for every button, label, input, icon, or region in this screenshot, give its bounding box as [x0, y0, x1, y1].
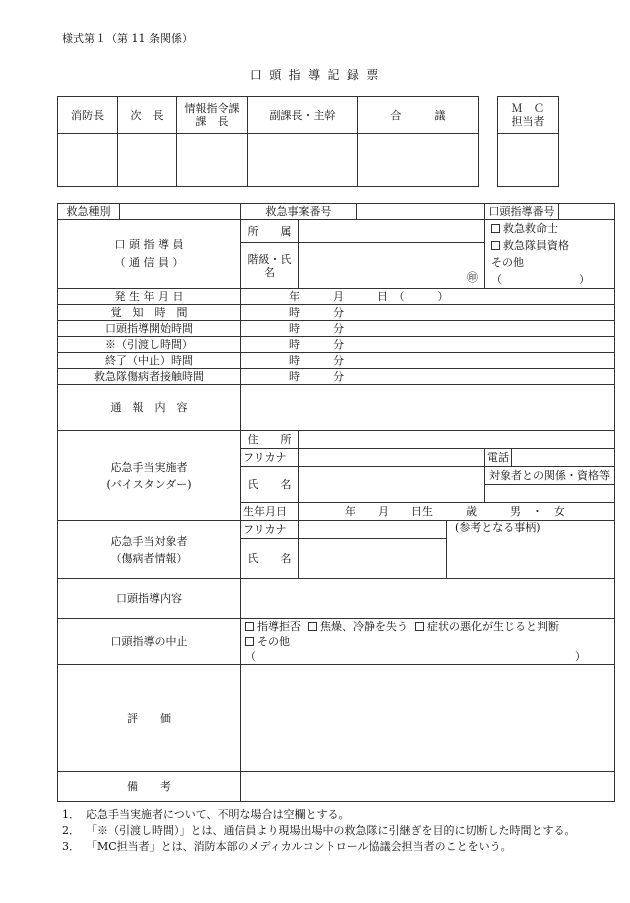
note-item: 2． 「※（引渡し時間）」とは、通信員より現場出場中の救急隊に引継ぎを目的に切断した時間とする。 — [62, 824, 576, 837]
patient-label: 応急手当対象者 （傷病者情報） — [58, 521, 241, 579]
approval-header-section-chief: 情報指令課 課 長 — [177, 97, 248, 134]
case-number-label: 救急事案番号 — [241, 204, 357, 220]
approval-header-deputy-manager: 副課長・主幹 — [248, 97, 358, 134]
form-number: 様式第１（第 11 条関係） — [62, 32, 193, 45]
occurrence-date-label: 発 生 年 月 日 — [58, 289, 241, 305]
end-time-field[interactable]: 時 分 — [241, 353, 615, 369]
guidance-number-field[interactable] — [559, 204, 615, 220]
affiliation-field[interactable] — [299, 220, 485, 243]
stamp-box[interactable] — [498, 134, 559, 187]
contact-time-label: 救急隊傷病者接触時間 — [58, 369, 241, 385]
approval-header-deputy: 次 長 — [118, 97, 177, 134]
stop-option-refusal[interactable]: 指導拒否 — [245, 620, 301, 633]
bystander-furigana-label: フリカナ — [241, 449, 299, 467]
checkbox-icon[interactable] — [245, 622, 254, 631]
checkbox-icon[interactable] — [245, 637, 254, 646]
phone-label: 電話 — [485, 449, 512, 467]
stop-option-other[interactable]: その他（ ） — [245, 635, 586, 663]
approval-table — [57, 96, 479, 187]
checkbox-icon[interactable] — [308, 622, 317, 631]
qualification-option[interactable]: 救急隊員資格 — [491, 237, 612, 254]
qualification-cell — [485, 220, 615, 289]
guidance-content-label: 口頭指導内容 — [58, 579, 241, 619]
patient-furigana-label: フリカナ — [241, 521, 299, 539]
bystander-label: 応急手当実施者 (バイスタンダー) — [58, 431, 241, 521]
stop-option-panic[interactable]: 焦燥、冷静を失う — [308, 620, 408, 633]
approval-header-consultation: 合 議 — [358, 97, 479, 134]
handover-time-label: ※（引渡し時間） — [58, 337, 241, 353]
checkbox-icon[interactable] — [491, 224, 500, 233]
bystander-name-field[interactable] — [299, 467, 485, 503]
mc-table — [497, 96, 559, 187]
guidance-stop-label: 口頭指導の中止 — [58, 619, 241, 665]
evaluation-field[interactable] — [241, 665, 615, 772]
awareness-time-field[interactable]: 時 分 — [241, 305, 615, 321]
guidance-number-label: 口頭指導番号 — [485, 204, 559, 220]
stamp-box[interactable] — [58, 134, 118, 187]
patient-name-label: 氏 名 — [241, 539, 299, 579]
note-item: 1． 応急手当実施者について、不明な場合は空欄とする。 — [62, 808, 350, 821]
relation-label: 対象者との関係・資格等 — [485, 467, 615, 485]
record-table — [57, 203, 615, 802]
bystander-address-label: 住 所 — [241, 431, 299, 449]
checkbox-icon[interactable] — [415, 622, 424, 631]
reference-label: (参考となる事柄) — [455, 521, 541, 534]
patient-furigana-field[interactable] — [299, 521, 447, 539]
evaluation-label: 評 価 — [58, 665, 241, 772]
contact-time-field[interactable]: 時 分 — [241, 369, 615, 385]
report-content-label: 通 報 内 容 — [58, 385, 241, 431]
guidance-start-label: 口頭指導開始時間 — [58, 321, 241, 337]
remarks-label: 備 考 — [58, 772, 241, 802]
case-number-field[interactable] — [357, 204, 485, 220]
bystander-address-field[interactable] — [299, 431, 615, 449]
form-title: 口 頭 指 導 記 録 票 — [249, 68, 381, 82]
birth-date-field[interactable]: 年 月 日生 歳 男 ・ 女 — [299, 503, 615, 521]
reference-field[interactable] — [447, 521, 615, 579]
guidance-content-field[interactable] — [241, 579, 615, 619]
seal-mark: ㊞ — [467, 271, 478, 284]
note-item: 3． 「MC担当者」とは、消防本部のメディカルコントロール協議会担当者のことをいう。 — [62, 840, 512, 853]
mc-header: Ｍ Ｃ 担当者 — [498, 97, 559, 134]
emergency-type-label: 救急種別 — [58, 204, 120, 220]
bystander-furigana-field[interactable] — [299, 449, 485, 467]
emergency-type-field[interactable] — [120, 204, 241, 220]
guidance-start-field[interactable]: 時 分 — [241, 321, 615, 337]
stamp-box[interactable] — [248, 134, 358, 187]
end-time-label: 終了（中止）時間 — [58, 353, 241, 369]
handover-time-field[interactable]: 時 分 — [241, 337, 615, 353]
qualification-option[interactable]: 救急救命士 — [491, 220, 612, 237]
stamp-box[interactable] — [177, 134, 248, 187]
bystander-name-label: 氏 名 — [241, 467, 299, 503]
stamp-box[interactable] — [358, 134, 479, 187]
checkbox-icon[interactable] — [491, 241, 500, 250]
awareness-time-label: 覚 知 時 間 — [58, 305, 241, 321]
rank-name-label: 階級・氏名 — [241, 243, 299, 289]
report-content-field[interactable] — [241, 385, 615, 431]
occurrence-date-field[interactable]: 年 月 日 （ ） — [241, 289, 615, 305]
qualification-other[interactable]: その他（ ） — [491, 256, 590, 286]
guide-staff-label: 口 頭 指 導 員 （ 通 信 員 ） — [58, 220, 241, 289]
notes — [62, 807, 582, 855]
approval-header-chief: 消防長 — [58, 97, 118, 134]
remarks-field[interactable] — [241, 772, 615, 802]
phone-field[interactable] — [512, 449, 615, 467]
guidance-stop-cell — [241, 619, 615, 665]
rank-name-field[interactable] — [299, 243, 485, 289]
patient-name-field[interactable] — [299, 539, 447, 579]
affiliation-label: 所 属 — [241, 220, 299, 243]
stamp-box[interactable] — [118, 134, 177, 187]
stop-option-worsening[interactable]: 症状の悪化が生じると判断 — [415, 620, 559, 633]
birth-date-label: 生年月日 — [241, 503, 299, 521]
relation-field[interactable] — [485, 485, 615, 503]
